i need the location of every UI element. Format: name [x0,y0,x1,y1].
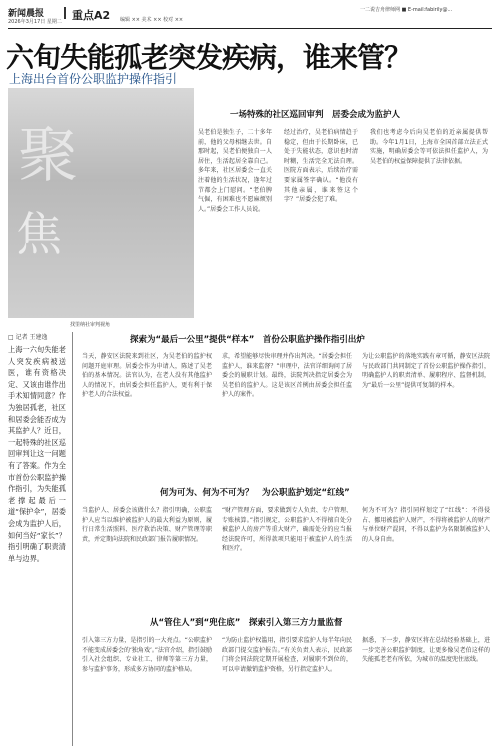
issue-date: 2026年3月17日 星期二 [8,19,62,25]
body-col-4a: 引入第三方力量，是指引的一大亮点。“公职监护不能变成居委会的‘独角戏’。”法官介绍，指引鼓励引入社会组织、专业社工、律师等第三方力量，参与监护事务，形成多方协同的监护格局。 [82,637,212,673]
section-heading-1: 一场特殊的社区巡回审判 居委会成为监护人 [230,110,401,120]
section-marker [64,7,66,19]
body-col-4c: 据悉，下一步，静安区将在总结经验基础上，进一步完善公职监护制度，让更多像吴老伯这样的失能孤老老有所依，为城市的温度兜住底线。 [362,637,490,664]
section-heading-2: 探索为“最后一公里”提供“样本” 首份公职监护操作指引出炉 [130,335,365,345]
body-col-2c: 为让公职监护的落地实践有章可循，静安区法院与民政部门共同制定了首份公职监护操作指引，明确监护人的职责清单、履职程序、监督机制，为“最后一公里”提供可复制的样本。 [362,353,490,389]
body-col-3b: “财产管理方面，要求做到专人负责、专户管理、专账核算。”指引规定，公职监护人不得擅自处分被监护人的房产等重大财产，确需处分的应当报经法院许可，所得款项只能用于被监护人的生活和医疗。 [222,507,352,553]
section-heading-3: 何为可为、何为不可为？ 为公职监护划定“红线” [160,488,350,498]
photo-artwork: 聚 [18,121,78,191]
body-col-4b: “为防止监护权滥用，指引要求监护人每半年向民政部门提交监护报告。”有关负责人表示，民政部门将会同法院定期开展检查，对履职不到位的，可以申请撤销监护资格，另行指定监护人。 [222,637,352,673]
section-heading-4: 从“管住人”到“兜住底” 探索引入第三方力量监督 [150,618,343,628]
news-photo [8,88,194,318]
photo-artwork-2: 焦 [16,207,62,261]
editor-line: 编辑 ×× 美术 ×× 校对 ×× [120,17,184,23]
column-divider [72,332,73,746]
body-col-3a: 当监护人、居委会该做什么？指引明确，公职监护人应当以维护被监护人的最大利益为原则，履行日常生活照料、医疗救治决策、财产管理等职责，并定期向法院和民政部门报告履职情况。 [82,507,212,543]
body-col-1a: 吴老伯是独生子，二十多年前，他的父母相继去世。自那时起，吴老伯便独自一人居住，生活起居全靠自己。多年来，社区居委会一直关注着他的生活状况，逢年过节都会上门慰问。“老伯脾气倔，有困难也不愿麻烦别人。”居委会工作人员说。 [198,129,272,213]
header-rule [8,28,492,29]
body-col-3c: 何为不可为？指引同样划定了“红线”：不得侵占、挪用被监护人财产，不得将被监护人的财产与单位财产混同，不得以监护为名限制被监护人的人身自由。 [362,507,490,543]
headline: 六旬失能孤老突发疾病，谁来管？ [6,41,412,74]
byline: □ 记者 王建逸 [8,334,48,341]
newspaper-name: 新闻晨报 [8,9,45,19]
contact-line: 一二说吉舟律师网 ■ E-mail:fabirily@... [360,7,453,13]
body-col-2b: 求，希望能够尽快审理并作出判决。“居委会担任监护人，谁来监督？”审理中，法官详细询问了居委会的履职计划。最终，法院判决指定居委会为吴老伯的监护人。这是该区首例由居委会担任监护人的案件。 [222,353,352,399]
body-col-1c: 我们也考虑今后向吴老伯的近亲属提供帮助。今年1月1日，上海市全国首部立法正式实施，明确居委会等可依法担任监护人，为吴老伯的权益保障提供了法律依据。 [370,129,488,165]
lead-column: 上海一六旬失能老人突发疾病被送医，谁有资格决定、又该由谁作出手术知情同意？作为独居孤老，社区和居委会能否成为其监护人？近日，一起特殊的社区巡回审判让这一问题有了答案。作为全市首份公职监护操作指引，为失能孤老撑起最后一道“保护伞”，居委会成为监护人后，如何当好“家长”？指引明确了职责清单与边界。 [8,345,66,563]
photo-caption: 找里纳社审判视角 [70,322,111,328]
body-col-2a: 当天，静安区法院来到社区，为吴老伯的监护权问题开庭审理。居委会作为申请人，陈述了吴老伯的基本情况。法官认为，在老人没有其他监护人的情况下，由居委会担任监护人，更有利于保护老人的合法权益。 [82,353,212,399]
section-label: 重点A2 [72,9,111,22]
body-col-1b: 经过治疗，吴老伯病情趋于稳定，但由于长期卧床，已处于失能状态，意识也时清时糊，生活完全无法自理。医院方面表示，后续治疗需要家属签字确认。“他没有其他亲属，谁来签这个字？”居委会犯了难。 [284,129,358,204]
subheadline: 上海出台首份公职监护操作指引 [9,72,178,86]
